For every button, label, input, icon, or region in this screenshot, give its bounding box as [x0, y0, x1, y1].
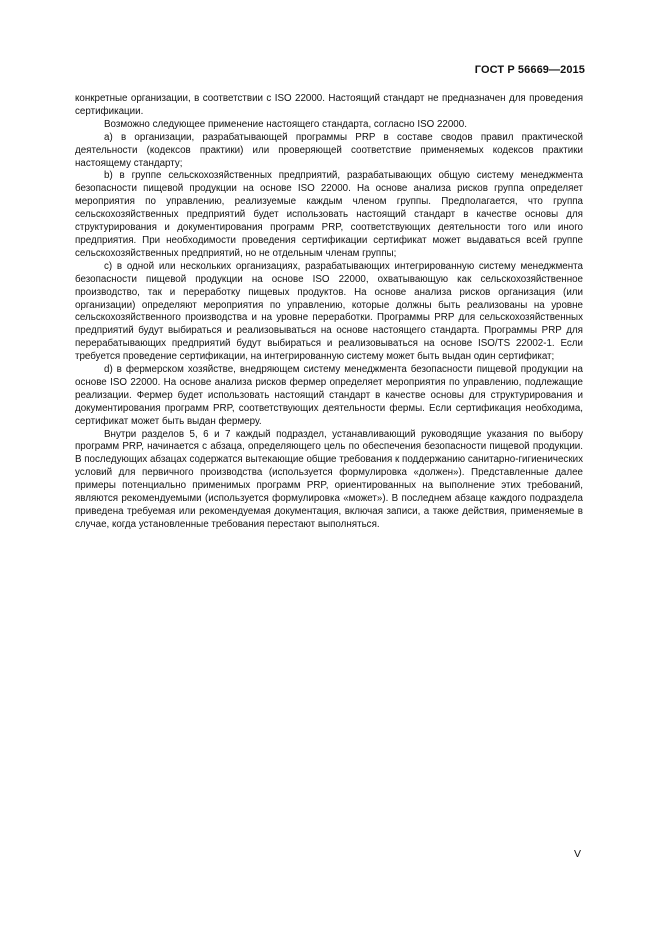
- list-item-c: c) в одной или нескольких организациях, разрабатывающих интегрированную систему менеджмента безопасности пищевой продукции на основе ISO 22000, охватывающую как сельскохозяйственное производство, так и переработку пищевых продуктов. На основе анализа рисков организация (или организации) определяют мероприятия по управлению, которые должны быть реализованы на уровне сельскохозяйственного производства и на уровне переработки. Программы PRP для сельскохозяйственных предприятий будут выбираться и реализовываться на основе настоящего стандарта. Программы PRP для перерабатывающих предприятий будут выбираться и реализовываться на основе ISO/TS 22002-1. Если требуется проведение сертификации, на интегрированную систему может быть выдан один сертификат;: [75, 260, 583, 363]
- paragraph-continuation: конкретные организации, в соответствии с ISO 22000. Настоящий стандарт не предназначен для проведения сертификации.: [75, 93, 583, 117]
- document-header-standard-id: ГОСТ Р 56669—2015: [474, 64, 585, 76]
- body-text: [75, 93, 583, 532]
- paragraph-application-intro: Возможно следующее применение настоящего стандарта, согласно ISO 22000.: [104, 118, 467, 130]
- page-number: V: [573, 848, 581, 860]
- paragraph-sections-structure: Внутри разделов 5, 6 и 7 каждый подраздел, устанавливающий руководящие указания по выбору программ PRP, начинается с абзаца, определяющего цель по обеспечения безопасности пищевой продукции. В последующих абзацах содержатся вытекающие общие требования к поддержанию санитарно-гигиенических условий для первичного производства (используется формулировка «должен»). Представленные далее примеры потенциально применимых программ PRP, ориентированных на выполнение этих требований, являются рекомендуемыми (используется формулировка «может»). В последнем абзаце каждого подраздела приведена требуемая или рекомендуемая документация, включая записи, а также действия, применяемые в случае, когда установленные требования перестают выполняться.: [75, 428, 583, 530]
- list-item-d: d) в фермерском хозяйстве, внедряющем систему менеджмента безопасности пищевой продукции на основе ISO 22000. На основе анализа рисков фермер определяет мероприятия по управлению, подлежащие реализации. Фермер будет использовать настоящий стандарт в качестве основы для структурирования и документирования программ PRP, соответствующих деятельности фермы. Если сертификация необходима, сертификат может быть выдан фермеру.: [75, 364, 583, 427]
- list-item-b: b) в группе сельскохозяйственных предприятий, разрабатывающих общую систему менеджмента безопасности пищевой продукции на основе ISO 22000. На основе анализа рисков группа определяет мероприятия по управлению, реализуемые каждым членом группы. Предполагается, что группа сельскохозяйственных предприятий будет использовать настоящий стандарт в качестве основы для структурирования и документирования программ PRP, соответствующих деятельности того или иного предприятия. При необходимости проведения сертификации сертификат может выдаваться всей группе сельскохозяйственных предприятий, но не отдельным членам группы;: [75, 170, 583, 259]
- list-item-a: a) в организации, разрабатывающей программы PRP в составе сводов правил практической деятельности (кодексов практики) или проверяющей соответствие применяемых кодексов практики настоящему стандарту;: [75, 131, 583, 169]
